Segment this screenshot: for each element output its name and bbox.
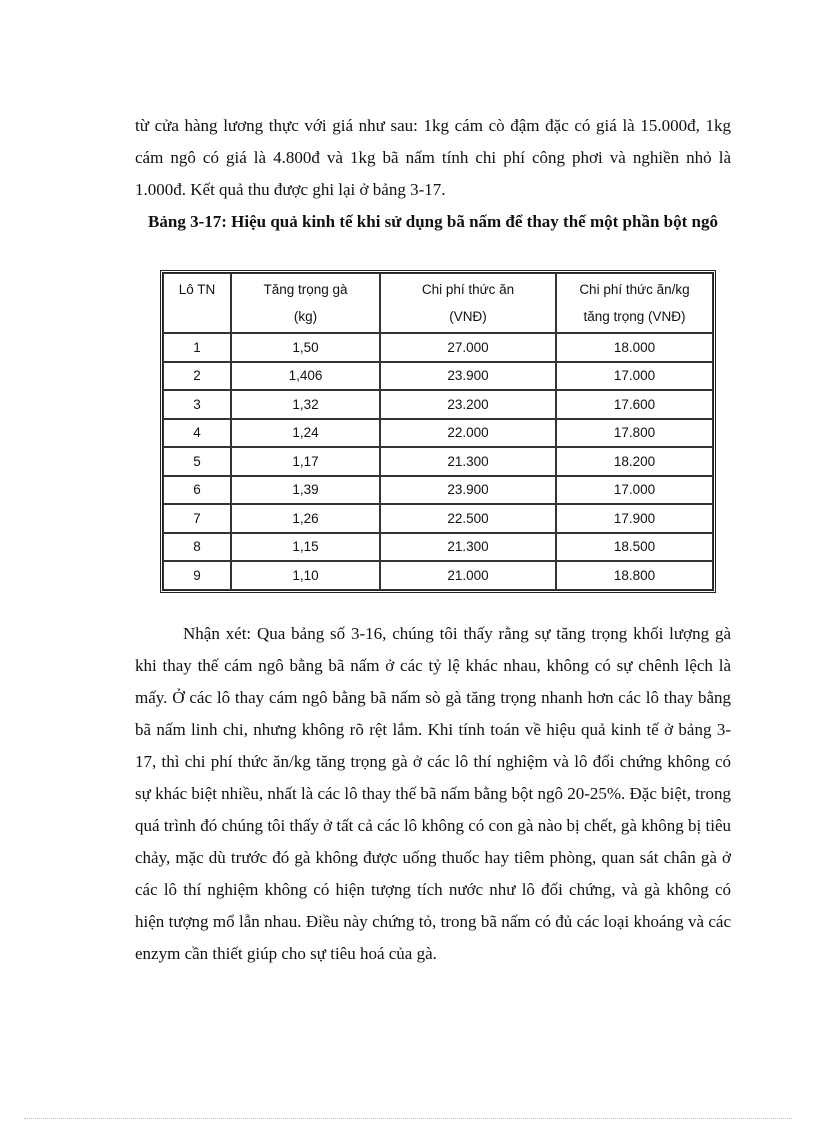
- cell-weight-gain: 1,39: [231, 476, 380, 505]
- cell-weight-gain: 1,406: [231, 362, 380, 391]
- intro-paragraph: từ cửa hàng lương thực với giá như sau: 1kg cám cò đậm đặc có giá là 15.000đ, 1kg cám ngô có giá là 4.800đ và 1kg bã nấm tính chi phí công phơi và nghiền nhỏ là 1.000đ. Kết quả thu được ghi lại ở bảng 3-17.: [135, 116, 731, 199]
- table-header-row: [163, 273, 713, 333]
- cell-lot: 1: [163, 333, 231, 362]
- cell-weight-gain: 1,50: [231, 333, 380, 362]
- cell-cost-per-kg: 18.500: [556, 533, 713, 562]
- cell-feed-cost: 22.500: [380, 504, 556, 533]
- header-lot: Lô TN: [163, 273, 231, 333]
- cell-feed-cost: 22.000: [380, 419, 556, 448]
- table-row: [163, 419, 713, 448]
- cell-cost-per-kg: 18.800: [556, 561, 713, 590]
- page-bottom-divider: [24, 1118, 792, 1119]
- cell-weight-gain: 1,17: [231, 447, 380, 476]
- cell-feed-cost: 21.300: [380, 533, 556, 562]
- table-caption: Bảng 3-17: Hiệu quả kinh tế khi sử dụng bã nấm để thay thế một phần bột ngô: [148, 212, 718, 231]
- table-row: [163, 533, 713, 562]
- cell-cost-per-kg: 17.000: [556, 362, 713, 391]
- cell-lot: 6: [163, 476, 231, 505]
- cell-feed-cost: 21.000: [380, 561, 556, 590]
- header-weight-gain: Tăng trọng gà (kg): [231, 273, 380, 333]
- economic-efficiency-table: [160, 270, 716, 593]
- table-row: [163, 390, 713, 419]
- table-row: [163, 447, 713, 476]
- cell-feed-cost: 21.300: [380, 447, 556, 476]
- remark-paragraph: Nhận xét: Qua bảng số 3-16, chúng tôi thấy rằng sự tăng trọng khối lượng gà khi thay thế cám ngô bằng bã nấm ở các tỷ lệ khác nhau, không có sự chênh lệch là mấy. Ở các lô thay cám ngô bằng bã nấm sò gà tăng trọng nhanh hơn các lô thay bằng bã nấm linh chi, nhưng không rõ rệt lắm. Khi tính toán về hiệu quả kinh tế ở bảng 3-17, thì chi phí thức ăn/kg tăng trọng gà ở các lô thí nghiệm và lô đối chứng không có sự khác biệt nhiều, nhất là các lô thay thế bã nấm bằng bột ngô 20-25%. Đặc biệt, trong quá trình đó chúng tôi thấy ở tất cả các lô không có con gà nào bị chết, gà không bị tiêu chảy, mặc dù trước đó gà không được uống thuốc hay tiêm phòng, quan sát chân gà ở các lô thí nghiệm không có hiện tượng tích nước như lô đối chứng, và gà không có hiện tượng mổ lẫn nhau. Điều này chứng tỏ, trong bã nấm có đủ các loại khoáng và các enzym cần thiết giúp cho sự tiêu hoá của gà.: [135, 624, 732, 963]
- cell-weight-gain: 1,10: [231, 561, 380, 590]
- cell-lot: 8: [163, 533, 231, 562]
- cell-cost-per-kg: 17.800: [556, 419, 713, 448]
- cell-lot: 3: [163, 390, 231, 419]
- cell-cost-per-kg: 18.200: [556, 447, 713, 476]
- cell-lot: 2: [163, 362, 231, 391]
- cell-weight-gain: 1,32: [231, 390, 380, 419]
- cell-cost-per-kg: 18.000: [556, 333, 713, 362]
- table-row: [163, 561, 713, 590]
- cell-cost-per-kg: 17.600: [556, 390, 713, 419]
- cell-lot: 9: [163, 561, 231, 590]
- cell-feed-cost: 27.000: [380, 333, 556, 362]
- header-cost-per-kg: Chi phí thức ăn/kg tăng trọng (VNĐ): [556, 273, 713, 333]
- cell-lot: 4: [163, 419, 231, 448]
- cell-weight-gain: 1,24: [231, 419, 380, 448]
- table-row: [163, 504, 713, 533]
- cell-weight-gain: 1,15: [231, 533, 380, 562]
- cell-lot: 7: [163, 504, 231, 533]
- cell-cost-per-kg: 17.900: [556, 504, 713, 533]
- header-feed-cost: Chi phí thức ăn (VNĐ): [380, 273, 556, 333]
- table-row: [163, 476, 713, 505]
- cell-lot: 5: [163, 447, 231, 476]
- cell-cost-per-kg: 17.000: [556, 476, 713, 505]
- cell-feed-cost: 23.900: [380, 362, 556, 391]
- cell-feed-cost: 23.200: [380, 390, 556, 419]
- table-row: [163, 362, 713, 391]
- cell-weight-gain: 1,26: [231, 504, 380, 533]
- cell-feed-cost: 23.900: [380, 476, 556, 505]
- table-row: [163, 333, 713, 362]
